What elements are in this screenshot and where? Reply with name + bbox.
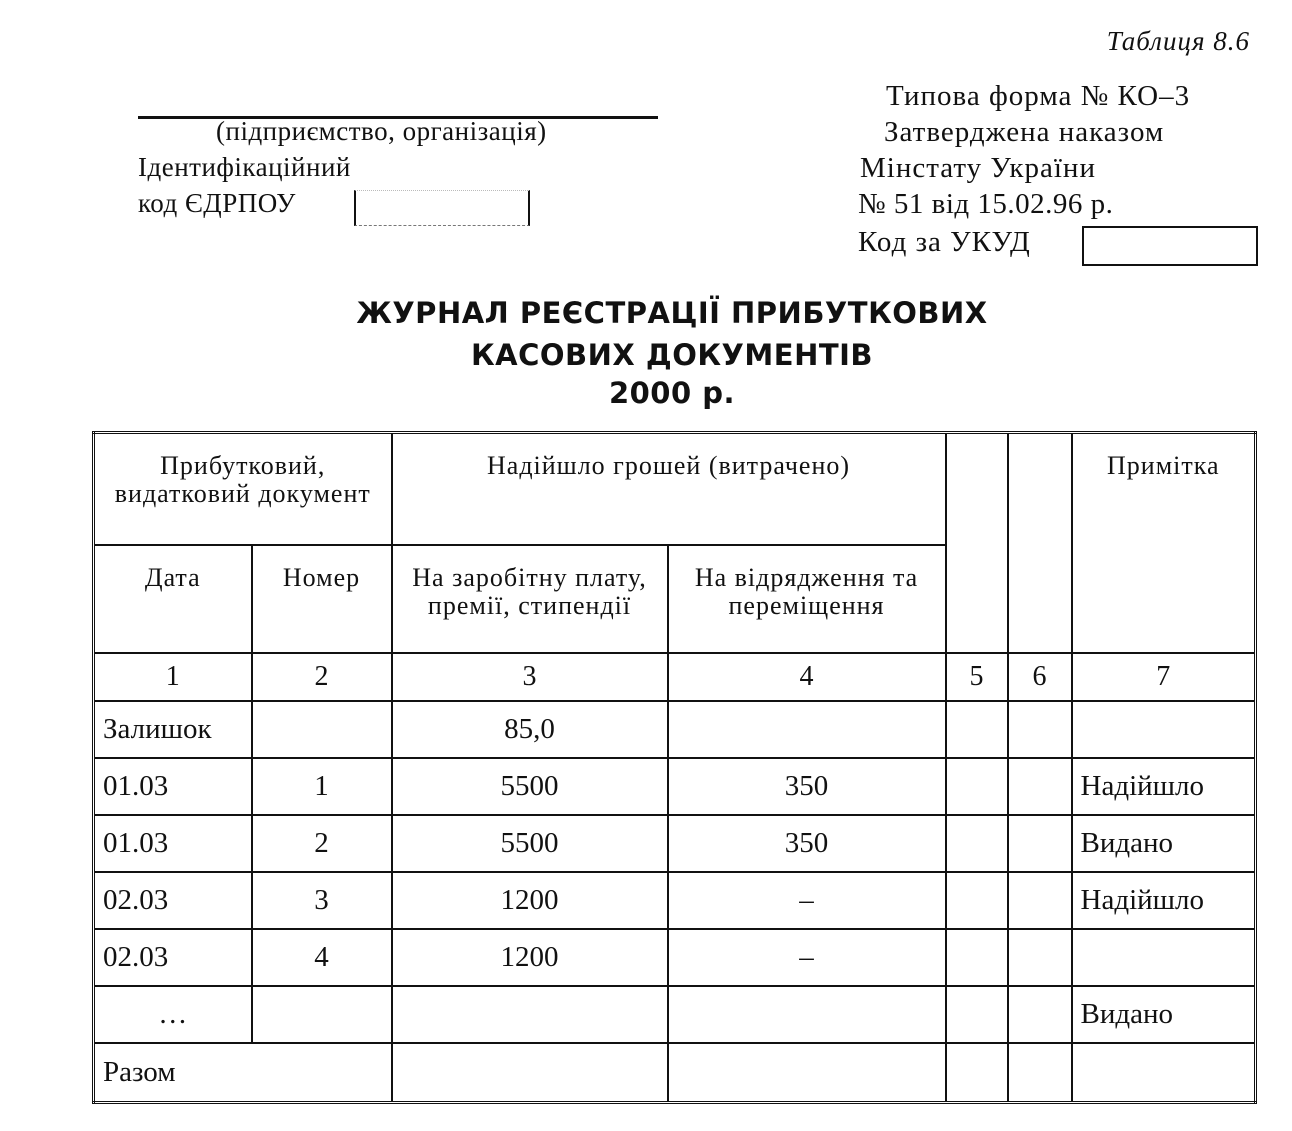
header-col6 — [1008, 433, 1072, 653]
header-travel: На відрядження та переміщення — [668, 545, 946, 653]
table-row — [94, 815, 1256, 872]
cell-note: Надійшло — [1072, 872, 1256, 929]
cell-date: 02.03 — [94, 929, 252, 986]
cell-col5 — [946, 701, 1008, 758]
header-salary: На заробітну плату, премії, стипендії — [392, 545, 668, 653]
table-row — [94, 701, 1256, 758]
total-row — [94, 1043, 1256, 1103]
total-travel — [668, 1043, 946, 1103]
column-number: 7 — [1072, 653, 1256, 701]
cell-date: Залишок — [94, 701, 252, 758]
cell-travel: – — [668, 929, 946, 986]
cell-salary: 5500 — [392, 815, 668, 872]
cell-number: 4 — [252, 929, 392, 986]
table-caption: Таблиця 8.6 — [1106, 26, 1250, 56]
cell-col5 — [946, 758, 1008, 815]
cell-salary: 1200 — [392, 872, 668, 929]
total-col5 — [946, 1043, 1008, 1103]
cell-travel: 350 — [668, 758, 946, 815]
header-date: Дата — [94, 545, 252, 653]
cell-date: 01.03 — [94, 758, 252, 815]
cell-col5 — [946, 929, 1008, 986]
form-type: Типова форма № КО–3 — [886, 80, 1191, 112]
column-number: 6 — [1008, 653, 1072, 701]
edrpou-label: код ЄДРПОУ — [138, 188, 296, 218]
cell-travel: – — [668, 872, 946, 929]
ukud-code-field[interactable] — [1082, 226, 1258, 266]
cell-note: Надійшло — [1072, 758, 1256, 815]
total-salary — [392, 1043, 668, 1103]
table-row — [94, 929, 1256, 986]
cell-travel — [668, 701, 946, 758]
cell-col6 — [1008, 815, 1072, 872]
journal-title-line2: КАСОВИХ ДОКУМЕНТІВ — [470, 338, 874, 372]
form-order-number: № 51 від 15.02.96 р. — [858, 188, 1114, 220]
table-row — [94, 986, 1256, 1043]
organization-label: (підприємство, організація) — [216, 116, 547, 146]
edrpou-code-field[interactable] — [354, 190, 530, 226]
column-number: 2 — [252, 653, 392, 701]
cell-note: Видано — [1072, 815, 1256, 872]
identification-label: Ідентифікаційний — [138, 152, 351, 182]
cell-col6 — [1008, 701, 1072, 758]
ukud-label: Код за УКУД — [858, 226, 1031, 258]
cell-number: 3 — [252, 872, 392, 929]
cell-travel: 350 — [668, 815, 946, 872]
cell-col6 — [1008, 986, 1072, 1043]
cell-salary: 1200 — [392, 929, 668, 986]
cell-salary: 85,0 — [392, 701, 668, 758]
cell-col6 — [1008, 872, 1072, 929]
cell-travel — [668, 986, 946, 1043]
column-number: 4 — [668, 653, 946, 701]
journal-title-year: 2000 р. — [608, 376, 736, 410]
cell-note: Видано — [1072, 986, 1256, 1043]
journal-table — [92, 431, 1257, 1104]
table-row — [94, 758, 1256, 815]
form-ministry: Мінстату України — [860, 152, 1096, 184]
cell-date: 02.03 — [94, 872, 252, 929]
cell-salary — [392, 986, 668, 1043]
cell-note — [1072, 701, 1256, 758]
total-note — [1072, 1043, 1256, 1103]
column-number: 5 — [946, 653, 1008, 701]
form-approved: Затверджена наказом — [884, 116, 1165, 148]
cell-col6 — [1008, 929, 1072, 986]
cell-col6 — [1008, 758, 1072, 815]
cell-number: 1 — [252, 758, 392, 815]
header-note: Примітка — [1072, 433, 1256, 653]
cell-number — [252, 701, 392, 758]
cell-col5 — [946, 872, 1008, 929]
total-col6 — [1008, 1043, 1072, 1103]
cell-number — [252, 986, 392, 1043]
column-number: 3 — [392, 653, 668, 701]
table-row — [94, 872, 1256, 929]
cell-col5 — [946, 986, 1008, 1043]
total-label: Разом — [94, 1043, 392, 1103]
header-money-group: Надійшло грошей (витрачено) — [392, 433, 946, 545]
cell-date: … — [94, 986, 252, 1043]
cell-note — [1072, 929, 1256, 986]
header-document-group: Прибутковий, видатковий документ — [94, 433, 392, 545]
cell-col5 — [946, 815, 1008, 872]
header-col5 — [946, 433, 1008, 653]
header-number: Номер — [252, 545, 392, 653]
cell-salary: 5500 — [392, 758, 668, 815]
cell-number: 2 — [252, 815, 392, 872]
journal-title-line1: ЖУРНАЛ РЕЄСТРАЦІЇ ПРИБУТКОВИХ — [356, 296, 988, 330]
cell-date: 01.03 — [94, 815, 252, 872]
column-number: 1 — [94, 653, 252, 701]
